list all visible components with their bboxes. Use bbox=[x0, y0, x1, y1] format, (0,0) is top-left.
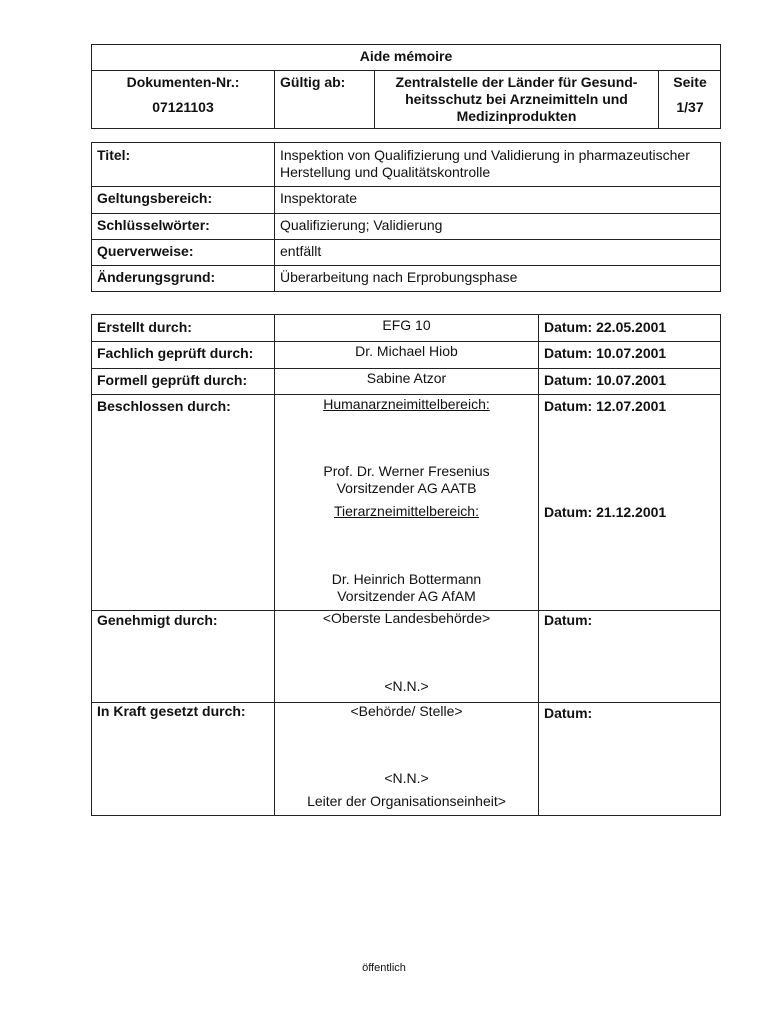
approvals-table bbox=[91, 314, 721, 816]
approved-by-person: <N.N.> bbox=[384, 678, 429, 694]
doc-number-label: Dokumenten-Nr.: bbox=[126, 74, 240, 90]
change-reason-value: Überarbeitung nach Erprobungsphase bbox=[280, 269, 518, 285]
approved-by-label: Genehmigt durch: bbox=[97, 612, 218, 628]
keywords-label: Schlüsselwörter: bbox=[97, 217, 210, 233]
signatory-1-role: Vorsitzender AG AATB bbox=[336, 480, 477, 496]
signatory-2-name: Dr. Heinrich Bottermann bbox=[331, 571, 482, 587]
divider bbox=[92, 239, 720, 240]
classification-footer: öffentlich bbox=[362, 962, 406, 974]
page-value: 1/37 bbox=[676, 99, 704, 115]
divider bbox=[92, 341, 720, 342]
created-by-label: Erstellt durch: bbox=[97, 319, 192, 335]
divider bbox=[538, 315, 539, 815]
divider bbox=[92, 186, 720, 187]
enacted-by-authority: <Behörde/ Stelle> bbox=[350, 703, 463, 719]
created-date: Datum: 22.05.2001 bbox=[544, 319, 667, 335]
signatory-2-role: Vorsitzender AG AfAM bbox=[337, 588, 476, 604]
enacted-by-label: In Kraft gesetzt durch: bbox=[97, 703, 246, 719]
enacted-date: Datum: bbox=[544, 705, 593, 721]
divider bbox=[92, 394, 720, 395]
veterinary-medicine-area: Tierarzneimittelbereich: bbox=[334, 503, 479, 519]
divider bbox=[92, 70, 720, 71]
decided-date-1: Datum: 12.07.2001 bbox=[544, 398, 667, 414]
document-title: Aide mémoire bbox=[359, 48, 453, 64]
title-label: Titel: bbox=[97, 147, 131, 163]
reviewed-by-label: Fachlich geprüft durch: bbox=[97, 345, 254, 361]
page-label: Seite bbox=[673, 74, 707, 90]
authority-line: Zentralstelle der Länder für Gesund- bbox=[395, 74, 638, 90]
reviewed-by-value: Dr. Michael Hiob bbox=[355, 343, 458, 359]
metadata-table bbox=[91, 142, 721, 292]
document-header bbox=[91, 44, 721, 129]
enacted-by-person: <N.N.> bbox=[384, 770, 429, 786]
divider bbox=[274, 70, 275, 128]
divider bbox=[274, 315, 275, 815]
approved-date: Datum: bbox=[544, 612, 593, 628]
authority-name bbox=[375, 74, 658, 125]
title-value-line: Herstellung und Qualitätskontrolle bbox=[280, 164, 491, 180]
authority-line: Medizinprodukten bbox=[456, 108, 577, 124]
signatory-2 bbox=[275, 571, 538, 605]
scope-value: Inspektorate bbox=[280, 190, 358, 206]
divider bbox=[92, 265, 720, 266]
change-reason-label: Änderungsgrund: bbox=[97, 269, 216, 285]
approved-by-authority: <Oberste Landesbehörde> bbox=[322, 610, 491, 626]
created-by-value: EFG 10 bbox=[382, 317, 431, 333]
enacted-by-role: Leiter der Organisationseinheit> bbox=[307, 793, 506, 809]
signatory-1 bbox=[275, 463, 538, 497]
decided-by-label: Beschlossen durch: bbox=[97, 398, 231, 414]
divider bbox=[274, 143, 275, 291]
reviewed-date: Datum: 10.07.2001 bbox=[544, 345, 667, 361]
formal-check-label: Formell geprüft durch: bbox=[97, 372, 248, 388]
valid-from-label: Gültig ab: bbox=[280, 74, 346, 90]
divider bbox=[92, 368, 720, 369]
scope-label: Geltungsbereich: bbox=[97, 190, 213, 206]
doc-number-value: 07121103 bbox=[152, 99, 214, 115]
human-medicine-area: Humanarzneimittelbereich: bbox=[323, 396, 490, 412]
title-value bbox=[280, 147, 720, 181]
signatory-1-name: Prof. Dr. Werner Fresenius bbox=[323, 463, 490, 479]
cross-references-label: Querverweise: bbox=[97, 243, 194, 259]
cross-references-value: entfällt bbox=[280, 243, 322, 259]
formal-check-value: Sabine Atzor bbox=[366, 370, 447, 386]
divider bbox=[92, 213, 720, 214]
authority-line: heitsschutz bei Arzneimitteln und bbox=[405, 91, 628, 107]
formal-check-date: Datum: 10.07.2001 bbox=[544, 372, 667, 388]
title-value-line: Inspektion von Qualifizierung und Validierung in pharmazeutischer bbox=[280, 147, 690, 163]
keywords-value: Qualifizierung; Validierung bbox=[280, 217, 443, 233]
decided-date-2: Datum: 21.12.2001 bbox=[544, 504, 667, 520]
